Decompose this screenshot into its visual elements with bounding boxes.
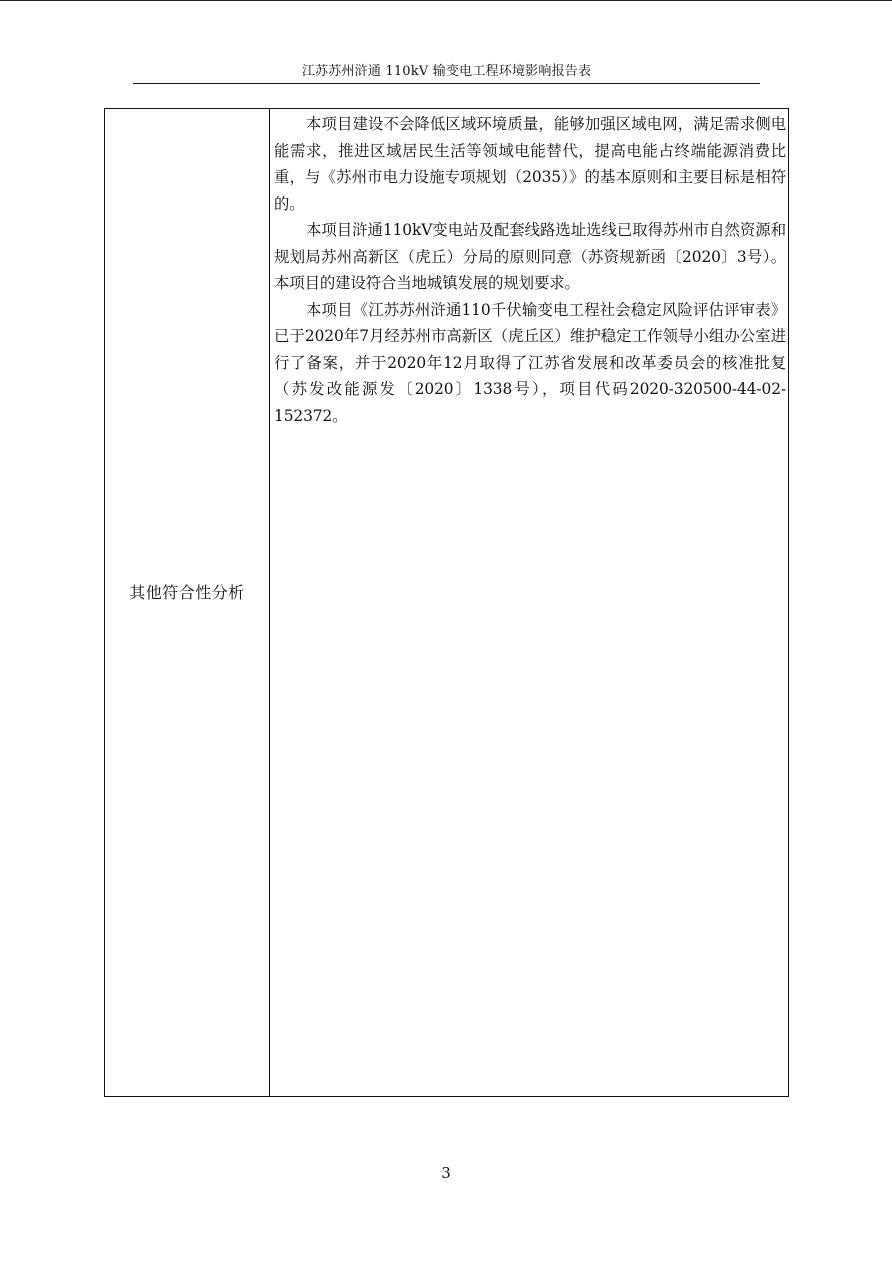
column-divider — [269, 109, 270, 1096]
page-top-border — [0, 0, 892, 1]
page-number: 3 — [441, 1164, 451, 1182]
document-header-title: 江苏苏州浒通 110kV 输变电工程环境影响报告表 — [301, 64, 592, 79]
paragraph-risk-assessment: 本项目《江苏苏州浒通110千伏输变电工程社会稳定风险评估评审表》已于2020年7月经苏州市高新区（虎丘区）维护稳定工作领导小组办公室进行了备案，并于2020年12月取得了江苏省发展和改革委员会的核准批复（苏发改能源发〔2020〕1338号），项目代码2020-320500-44-02-152372。 — [274, 300, 786, 425]
row-label-cell: 其他符合性分析 — [129, 583, 245, 602]
paragraph-site-selection: 本项目浒通110kV变电站及配套线路选址选线已取得苏州市自然资源和规划局苏州高新区（虎丘）分局的原则同意（苏资规新函〔2020〕3号）。本项目的建设符合当地城镇发展的规划要求。 — [274, 221, 786, 292]
content-cell — [274, 109, 786, 429]
paragraph-power-planning: 本项目建设不会降低区域环境质量，能够加强区域电网，满足需求侧电能需求，推进区域居民生活等领域电能替代，提高电能占终端能源消费比重，与《苏州市电力设施专项规划（2035）》的基本原则和主要目标是相符的。 — [274, 115, 786, 213]
analysis-table — [104, 108, 789, 1097]
header-underline — [133, 83, 760, 84]
